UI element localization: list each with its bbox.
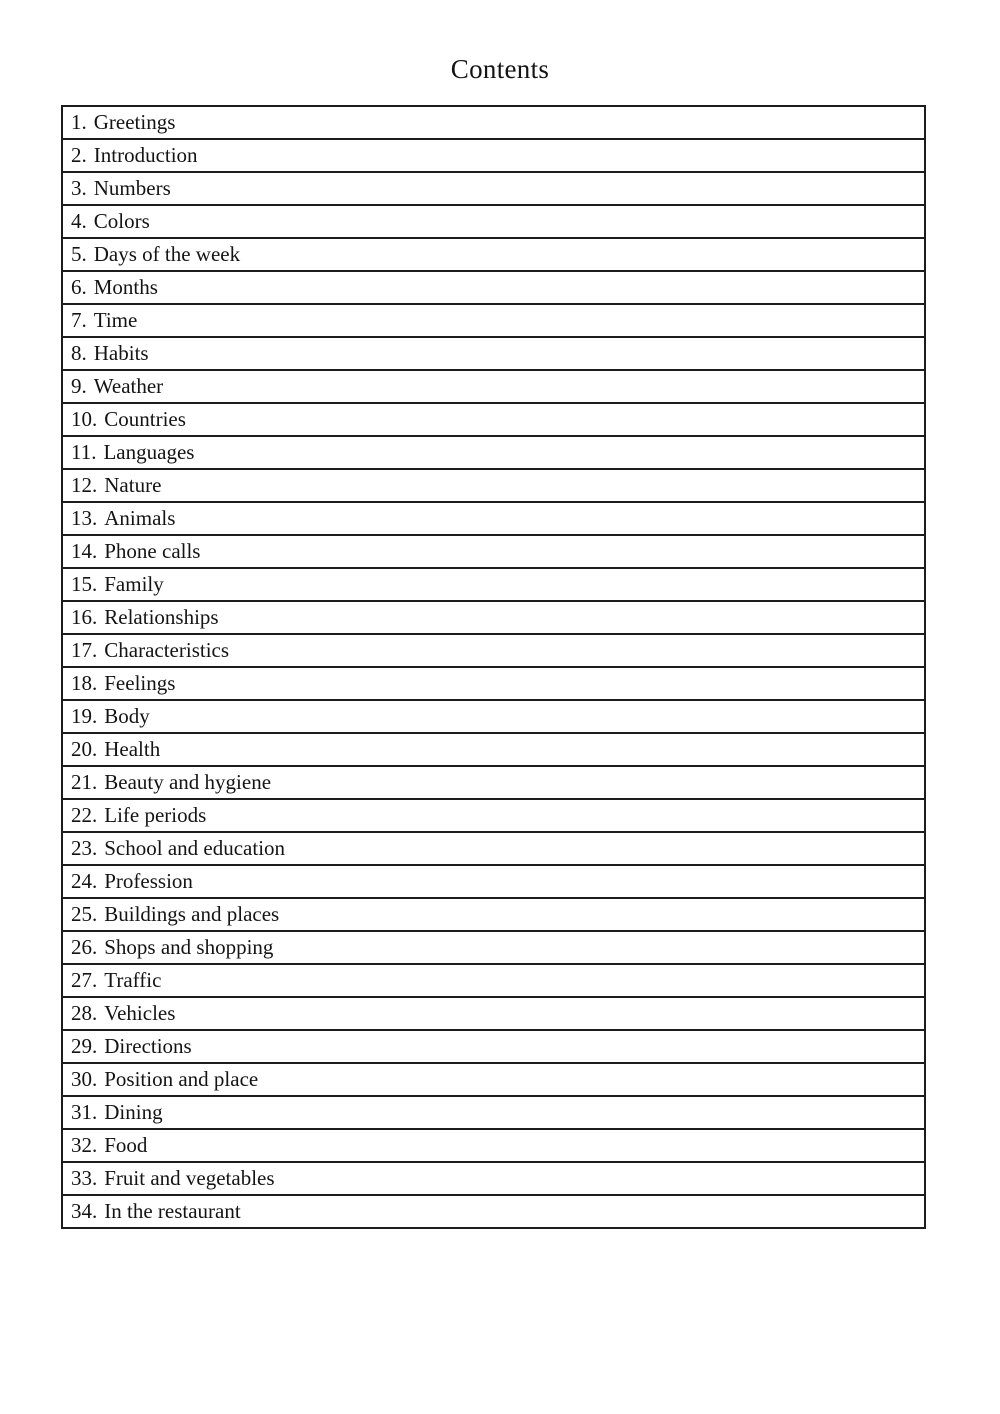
row-label: Profession xyxy=(104,869,193,893)
row-number: 10. xyxy=(71,407,98,431)
row-number: 18. xyxy=(71,671,98,695)
table-row xyxy=(63,338,924,371)
table-row xyxy=(63,371,924,404)
table-row xyxy=(63,932,924,965)
row-number: 3. xyxy=(71,176,87,200)
row-number: 16. xyxy=(71,605,98,629)
row-number: 6. xyxy=(71,275,87,299)
table-row xyxy=(63,305,924,338)
row-number: 32. xyxy=(71,1133,98,1157)
row-number: 1. xyxy=(71,110,87,134)
table-row xyxy=(63,635,924,668)
row-number: 14. xyxy=(71,539,98,563)
row-number: 34. xyxy=(71,1199,98,1223)
row-label: Animals xyxy=(104,506,176,530)
row-number: 9. xyxy=(71,374,87,398)
table-row xyxy=(63,965,924,998)
row-number: 19. xyxy=(71,704,98,728)
row-label: Beauty and hygiene xyxy=(104,770,272,794)
table-row xyxy=(63,536,924,569)
row-label: Traffic xyxy=(104,968,162,992)
table-row xyxy=(63,437,924,470)
row-number: 5. xyxy=(71,242,87,266)
row-label: Numbers xyxy=(93,176,171,200)
table-row xyxy=(63,1130,924,1163)
row-number: 28. xyxy=(71,1001,98,1025)
table-row xyxy=(63,1097,924,1130)
table-row xyxy=(63,866,924,899)
row-label: Time xyxy=(93,308,138,332)
row-label: Greetings xyxy=(93,110,176,134)
row-label: Feelings xyxy=(104,671,176,695)
table-row xyxy=(63,239,924,272)
table-row xyxy=(63,1163,924,1196)
row-label: Health xyxy=(104,737,161,761)
row-label: Phone calls xyxy=(104,539,201,563)
row-label: Languages xyxy=(103,440,195,464)
table-row xyxy=(63,1196,924,1227)
row-number: 27. xyxy=(71,968,98,992)
table-row xyxy=(63,140,924,173)
table-row xyxy=(63,1031,924,1064)
row-number: 23. xyxy=(71,836,98,860)
row-number: 13. xyxy=(71,506,98,530)
page-title: Contents xyxy=(450,54,550,84)
table-row xyxy=(63,470,924,503)
table-row xyxy=(63,998,924,1031)
row-number: 20. xyxy=(71,737,98,761)
table-row xyxy=(63,767,924,800)
row-label: Colors xyxy=(93,209,150,233)
table-row xyxy=(63,503,924,536)
table-row xyxy=(63,899,924,932)
table-row xyxy=(63,272,924,305)
row-label: Family xyxy=(104,572,164,596)
row-number: 29. xyxy=(71,1034,98,1058)
table-row xyxy=(63,107,924,140)
row-label: Months xyxy=(93,275,158,299)
row-label: Weather xyxy=(93,374,164,398)
table-row xyxy=(63,668,924,701)
row-label: Position and place xyxy=(104,1067,259,1091)
row-label: Introduction xyxy=(93,143,198,167)
row-label: Fruit and vegetables xyxy=(104,1166,275,1190)
contents-table xyxy=(61,105,926,1229)
row-label: Days of the week xyxy=(93,242,241,266)
row-label: Buildings and places xyxy=(104,902,280,926)
row-label: Countries xyxy=(104,407,186,431)
table-row xyxy=(63,734,924,767)
row-number: 2. xyxy=(71,143,87,167)
row-number: 11. xyxy=(71,440,97,464)
table-row xyxy=(63,173,924,206)
row-number: 33. xyxy=(71,1166,98,1190)
row-number: 31. xyxy=(71,1100,98,1124)
row-label: School and education xyxy=(104,836,286,860)
row-label: Life periods xyxy=(104,803,207,827)
row-number: 8. xyxy=(71,341,87,365)
row-label: Nature xyxy=(104,473,162,497)
row-number: 15. xyxy=(71,572,98,596)
table-row xyxy=(63,569,924,602)
row-label: Food xyxy=(104,1133,148,1157)
row-number: 22. xyxy=(71,803,98,827)
row-label: Vehicles xyxy=(104,1001,176,1025)
table-row xyxy=(63,1064,924,1097)
table-row xyxy=(63,833,924,866)
table-row xyxy=(63,800,924,833)
row-label: Shops and shopping xyxy=(104,935,274,959)
row-number: 24. xyxy=(71,869,98,893)
row-number: 4. xyxy=(71,209,87,233)
row-number: 7. xyxy=(71,308,87,332)
row-label: In the restaurant xyxy=(104,1199,241,1223)
row-label: Dining xyxy=(104,1100,163,1124)
row-number: 17. xyxy=(71,638,98,662)
table-row xyxy=(63,602,924,635)
row-label: Characteristics xyxy=(104,638,230,662)
row-number: 26. xyxy=(71,935,98,959)
table-row xyxy=(63,404,924,437)
row-label: Habits xyxy=(93,341,149,365)
row-number: 25. xyxy=(71,902,98,926)
row-number: 30. xyxy=(71,1067,98,1091)
row-number: 21. xyxy=(71,770,98,794)
table-row xyxy=(63,701,924,734)
row-label: Relationships xyxy=(104,605,219,629)
row-label: Directions xyxy=(104,1034,192,1058)
row-label: Body xyxy=(104,704,150,728)
table-row xyxy=(63,206,924,239)
row-number: 12. xyxy=(71,473,98,497)
